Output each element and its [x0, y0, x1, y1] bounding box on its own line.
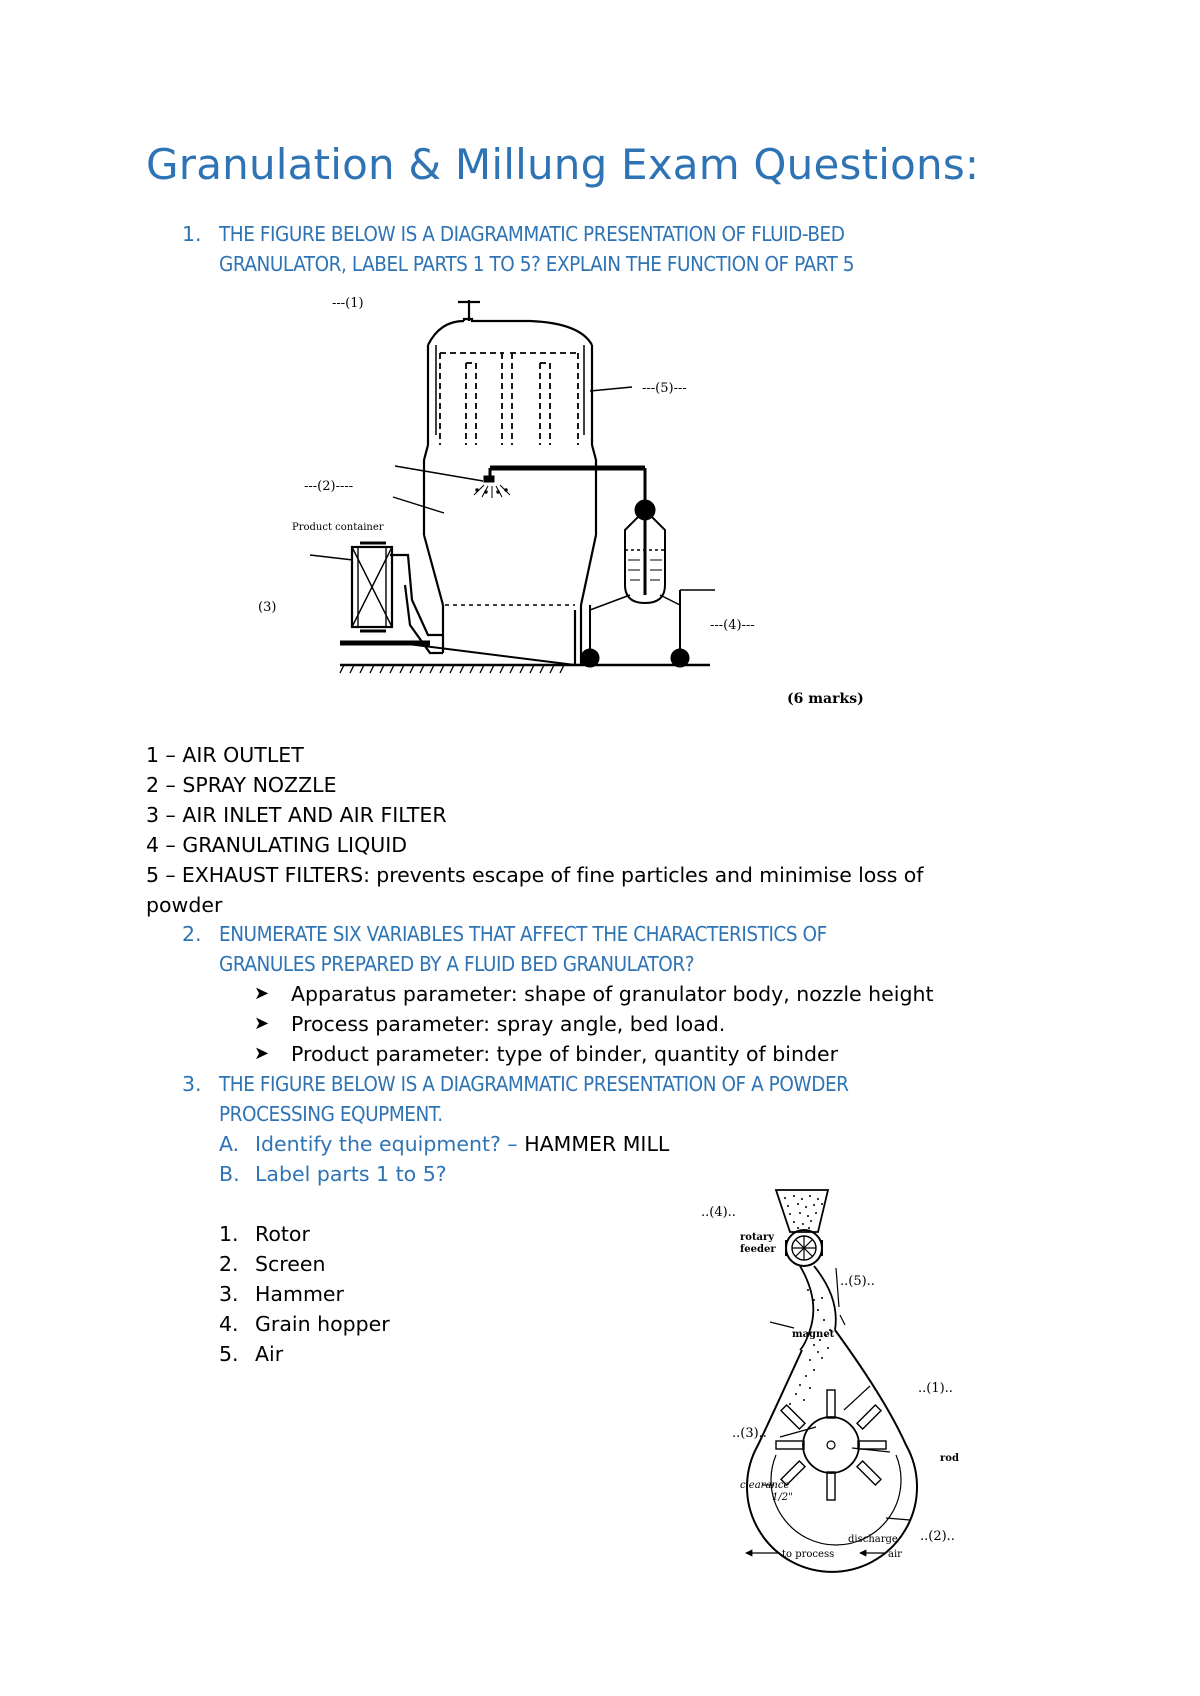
answer-4: 4 – GRANULATING LIQUID [146, 833, 408, 857]
mill-label-4: ..(4).. [701, 1205, 736, 1220]
feeder-label: feeder [740, 1244, 776, 1255]
question-3-line-1: THE FIGURE BELOW IS A DIAGRAMMATIC PRESENTATION OF A POWDER [219, 1072, 849, 1096]
q2-bullet-1: Apparatus parameter: shape of granulator body, nozzle height [291, 982, 934, 1006]
to-process-label: to process [782, 1549, 835, 1560]
rotary-label: rotary [740, 1232, 775, 1243]
q3-a-row [255, 1129, 669, 1159]
mill-label-5: ..(5).. [840, 1274, 875, 1289]
part-4-text: Grain hopper [255, 1312, 390, 1336]
part-2-number: 2. [219, 1252, 239, 1276]
marks-label: (6 marks) [787, 691, 864, 707]
q2-bullet-3: Product parameter: type of binder, quantity of binder [291, 1042, 839, 1066]
part-2-text: Screen [255, 1252, 326, 1276]
part-3-number: 3. [219, 1282, 239, 1306]
question-3-number: 3. [182, 1072, 202, 1096]
arrow-bullet-icon: ➤ [254, 1013, 270, 1034]
part-1-text: Rotor [255, 1222, 310, 1246]
question-2-line-1: ENUMERATE SIX VARIABLES THAT AFFECT THE CHARACTERISTICS OF [219, 922, 827, 946]
answer-2: 2 – SPRAY NOZZLE [146, 773, 337, 797]
rod-label: rod [940, 1453, 959, 1464]
q3-a-label: A. [219, 1132, 240, 1156]
granulator-label-2: ---(2)---- [304, 479, 354, 494]
answer-1: 1 – AIR OUTLET [146, 743, 304, 767]
q2-bullet-2: Process parameter: spray angle, bed load. [291, 1012, 726, 1036]
answer-5-line-2: powder [146, 893, 223, 917]
part-4-number: 4. [219, 1312, 239, 1336]
hammer-mill-figure [701, 1180, 990, 1570]
part-3-text: Hammer [255, 1282, 344, 1306]
air-label: air [888, 1549, 902, 1560]
part-5-number: 5. [219, 1342, 239, 1366]
discharge-label: discharge [848, 1534, 898, 1545]
question-1-line-1: THE FIGURE BELOW IS A DIAGRAMMATIC PRESENTATION OF FLUID-BED [219, 222, 845, 246]
answer-5-line-1: 5 – EXHAUST FILTERS: prevents escape of fine particles and minimise loss of [146, 863, 924, 887]
part-5-text: Air [255, 1342, 284, 1366]
clearance-label: clearance [740, 1480, 790, 1491]
question-1-number: 1. [182, 222, 202, 246]
mill-label-3: ..(3).. [732, 1426, 767, 1441]
granulator-label-3: (3) [258, 600, 277, 615]
part-1-number: 1. [219, 1222, 239, 1246]
q3-b-question: Label parts 1 to 5? [255, 1162, 447, 1186]
q3-b-label: B. [219, 1162, 240, 1186]
answer-3: 3 – AIR INLET AND AIR FILTER [146, 803, 447, 827]
magnet-label: magnet [792, 1329, 835, 1340]
fluid-bed-granulator-figure [240, 285, 890, 715]
granulator-label-4: ---(4)--- [710, 618, 755, 633]
arrow-bullet-icon: ➤ [254, 1043, 270, 1064]
q3-a-question: Identify the equipment? – [255, 1132, 518, 1156]
page-title: Granulation & Millung Exam Questions: [146, 140, 980, 189]
question-3-line-2: PROCESSING EQUPMENT. [219, 1102, 443, 1126]
product-container-label: Product container [292, 522, 384, 533]
mill-label-1: ..(1).. [918, 1381, 953, 1396]
granulator-label-1: ---(1) [332, 296, 364, 311]
granulator-label-5: ---(5)--- [642, 381, 687, 396]
q3-a-answer: HAMMER MILL [524, 1132, 670, 1156]
mill-label-2: ..(2).. [920, 1529, 955, 1544]
arrow-bullet-icon: ➤ [254, 983, 270, 1004]
question-1-line-2: GRANULATOR, LABEL PARTS 1 TO 5? EXPLAIN THE FUNCTION OF PART 5 [219, 252, 854, 276]
question-2-line-2: GRANULES PREPARED BY A FLUID BED GRANULATOR? [219, 952, 695, 976]
clearance-value: 1/2" [772, 1492, 793, 1503]
question-2-number: 2. [182, 922, 202, 946]
